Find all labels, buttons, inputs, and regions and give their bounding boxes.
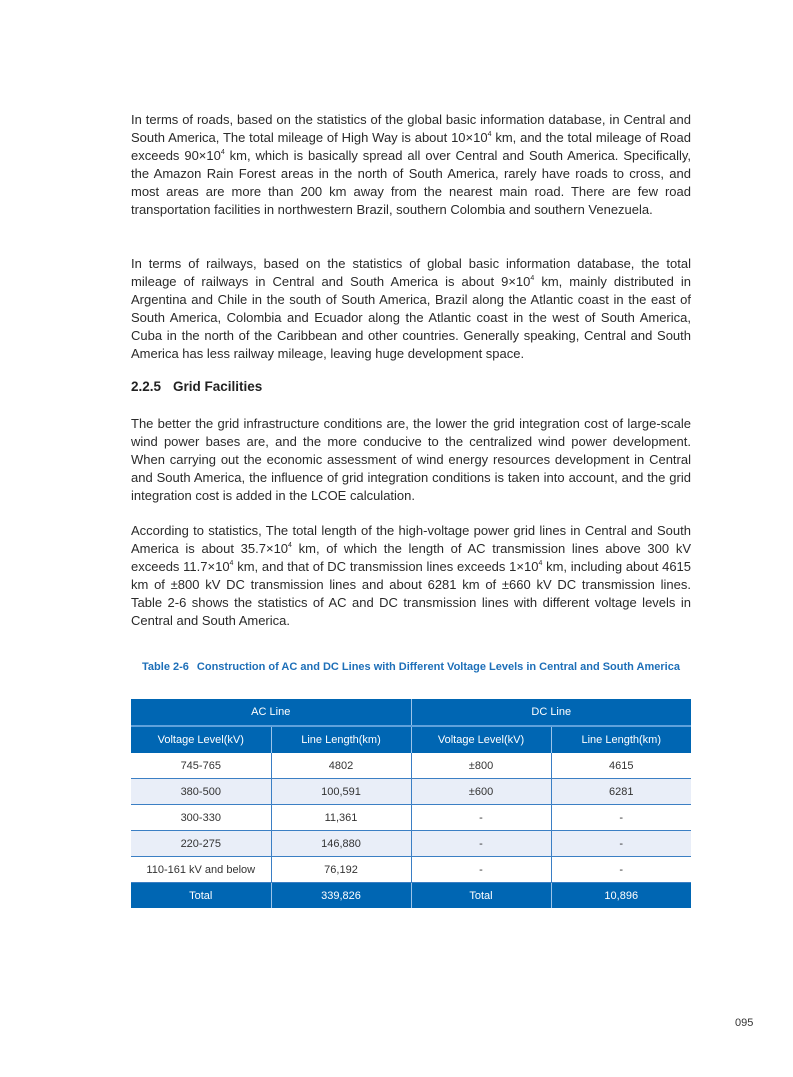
table-row [131, 857, 691, 883]
group-header-dc: DC Line [411, 699, 691, 726]
grid-intro-paragraph: The better the grid infrastructure conditions are, the lower the grid integration cost of large-scale wind power bases are, and the more conducive to the centralized wind power development. When carrying out the economic assessment of wind energy resources development in Central and South America, the influence of grid integration conditions is taken into account, and the grid integration cost is added in the LCOE calculation. [131, 416, 691, 503]
superscript: 4 [530, 275, 535, 282]
superscript: 4 [229, 560, 234, 567]
table-cell: - [551, 805, 691, 831]
railways-paragraph [131, 255, 691, 363]
superscript: 4 [538, 560, 543, 567]
page-number: 095 [735, 1017, 754, 1029]
superscript: 4 [288, 542, 292, 549]
roads-paragraph [131, 111, 691, 219]
table-cell: ±600 [411, 779, 551, 805]
table-column-header-row [131, 726, 691, 753]
table-cell: - [411, 857, 551, 883]
table-cell: 300-330 [131, 805, 271, 831]
column-header: Line Length(km) [271, 726, 411, 753]
total-cell: Total [131, 883, 271, 909]
superscript: 4 [487, 131, 492, 138]
roads-text-a: In terms of roads, based on the statistics of the global basic information database, in Central and South America, The total mileage of High Way is about 10×10 [131, 112, 691, 145]
table-total-row [131, 883, 691, 909]
table-cell: 6281 [551, 779, 691, 805]
table-cell: 11,361 [271, 805, 411, 831]
column-header: Line Length(km) [551, 726, 691, 753]
roads-text-b: km, and the total mileage of Road exceeds 90×10 [131, 130, 691, 163]
table-group-header-row [131, 699, 691, 726]
grid-stats-paragraph [131, 522, 691, 630]
table-cell: 76,192 [271, 857, 411, 883]
table-row [131, 779, 691, 805]
table-cell: - [411, 805, 551, 831]
table-cell: 220-275 [131, 831, 271, 857]
table-caption [131, 659, 691, 675]
table-cell: 100,591 [271, 779, 411, 805]
column-header: Voltage Level(kV) [131, 726, 271, 753]
grid-stats-text-d: km, including about 4615 km of ±800 kV DC transmission lines and about 6281 km of ±660 kV DC transmission lines. Table 2-6 shows the statistics of AC and DC transmission lines with different voltage levels in Central and South America. [131, 559, 692, 628]
transmission-lines-table [131, 699, 691, 908]
column-header: Voltage Level(kV) [411, 726, 551, 753]
table-cell: 4615 [551, 753, 691, 779]
table-row [131, 805, 691, 831]
grid-stats-text-c: km, and that of DC transmission lines exceeds 1×10 [233, 559, 539, 574]
section-heading [131, 379, 262, 394]
table-cell: - [551, 857, 691, 883]
table-caption-label: Table 2-6 [142, 661, 189, 673]
table-row [131, 831, 691, 857]
total-cell: Total [411, 883, 551, 909]
table-cell: - [411, 831, 551, 857]
total-cell: 10,896 [551, 883, 691, 909]
section-title: Grid Facilities [173, 379, 263, 394]
table-caption-text: Construction of AC and DC Lines with Different Voltage Levels in Central and South America [196, 661, 680, 673]
table-cell: 380-500 [131, 779, 271, 805]
table-cell: 146,880 [271, 831, 411, 857]
table-row [131, 753, 691, 779]
grid-stats-text-a: According to statistics, The total length of the high-voltage power grid lines in Central and South America is about 35.7×10 [131, 523, 691, 556]
section-number: 2.2.5 [131, 379, 162, 394]
superscript: 4 [220, 149, 225, 156]
grid-stats-text-b: km, of which the length of AC transmission lines above 300 kV exceeds 11.7×10 [131, 541, 691, 574]
roads-text-c: km, which is basically spread all over Central and South America. Specifically, the Amazon Rain Forest areas in the north of South America, rarely have roads to cross, and most areas are more than 200 km away from the nearest main road. There are few road transportation facilities in northwestern Brazil, southern Colombia and southern Venezuela. [131, 148, 692, 217]
table-cell: ±800 [411, 753, 551, 779]
total-cell: 339,826 [271, 883, 411, 909]
railways-text-a: In terms of railways, based on the statistics of global basic information database, the total mileage of railways in Central and South America is about 9×10 [131, 256, 691, 289]
group-header-ac: AC Line [131, 699, 411, 726]
table-cell: 4802 [271, 753, 411, 779]
table-cell: 745-765 [131, 753, 271, 779]
railways-text-b: km, mainly distributed in Argentina and Chile in the south of South America, Brazil along the Atlantic coast in the east of South America, Colombia and Ecuador along the Atlantic coast in the west of South America, Cuba in the north of the Caribbean and other countries. Generally speaking, Central and South America has less railway mileage, leaving huge development space. [131, 274, 691, 361]
table-cell: 110-161 kV and below [131, 857, 271, 883]
table-cell: - [551, 831, 691, 857]
